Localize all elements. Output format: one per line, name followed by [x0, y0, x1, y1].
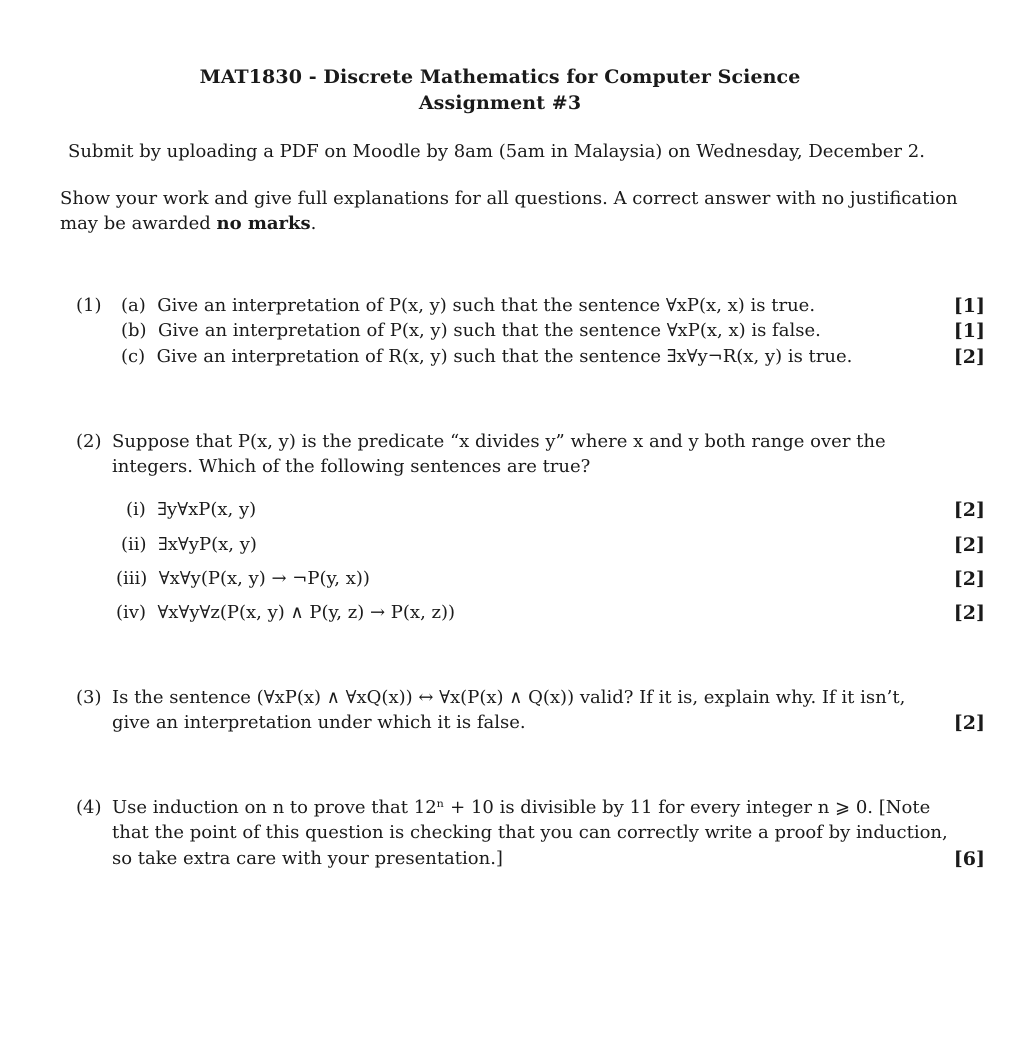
question-2iv: (iv) ∀x∀y∀z(P(x, y) ∧ P(y, z) → P(x, z)) — [116, 602, 456, 623]
question-2i: (i) ∃y∀xP(x, y) — [126, 499, 257, 520]
no-marks-emphasis: no marks — [216, 213, 311, 234]
question-4-line-1: Use induction on n to prove that 12ⁿ + 10 is divisible by 11 for every integer n ⩾ 0. [Note — [112, 797, 931, 818]
question-2ii-mark: [2] — [953, 534, 985, 556]
assignment-title: Assignment #3 — [418, 92, 582, 114]
question-2-number: (2) — [76, 431, 102, 452]
instructions-line-2: may be awarded no marks. — [60, 213, 317, 234]
question-2i-mark: [2] — [953, 499, 985, 521]
question-2iv-mark: [2] — [953, 602, 985, 624]
question-2-line-2: integers. Which of the following sentences are true? — [112, 456, 591, 477]
question-2ii: (ii) ∃x∀yP(x, y) — [121, 534, 257, 555]
question-2iii-mark: [2] — [953, 568, 985, 590]
question-1b: (b) Give an interpretation of P(x, y) such that the sentence ∀xP(x, x) is false. — [121, 320, 821, 341]
course-title: MAT1830 - Discrete Mathematics for Computer Science — [199, 66, 801, 88]
question-4-mark: [6] — [953, 848, 985, 870]
question-2-line-1: Suppose that P(x, y) is the predicate “x divides y” where x and y both range over the — [112, 431, 886, 452]
question-1a-mark: [1] — [953, 295, 985, 317]
question-3-number: (3) — [76, 687, 102, 708]
question-1b-mark: [1] — [953, 320, 985, 342]
question-2iii: (iii) ∀x∀y(P(x, y) → ¬P(y, x)) — [116, 568, 370, 589]
submission-instructions: Submit by uploading a PDF on Moodle by 8am (5am in Malaysia) on Wednesday, December 2. — [68, 141, 925, 162]
question-1c-mark: [2] — [953, 346, 985, 368]
question-3-line-2: give an interpretation under which it is false. — [112, 712, 526, 733]
instructions-line-1: Show your work and give full explanations for all questions. A correct answer with no justification — [60, 188, 958, 209]
question-1a: (a) Give an interpretation of P(x, y) such that the sentence ∀xP(x, x) is true. — [121, 295, 816, 316]
question-3-mark: [2] — [953, 712, 985, 734]
question-3-line-1: Is the sentence (∀xP(x) ∧ ∀xQ(x)) ↔ ∀x(P(x) ∧ Q(x)) valid? If it is, explain why. If it isn’t, — [112, 687, 906, 708]
question-4-line-2: that the point of this question is checking that you can correctly write a proof by induction, — [112, 822, 948, 843]
question-4-number: (4) — [76, 797, 102, 818]
question-4-line-3: so take extra care with your presentation.] — [112, 848, 503, 869]
question-1c: (c) Give an interpretation of R(x, y) such that the sentence ∃x∀y¬R(x, y) is true. — [121, 346, 853, 367]
question-1-number: (1) — [76, 295, 102, 316]
